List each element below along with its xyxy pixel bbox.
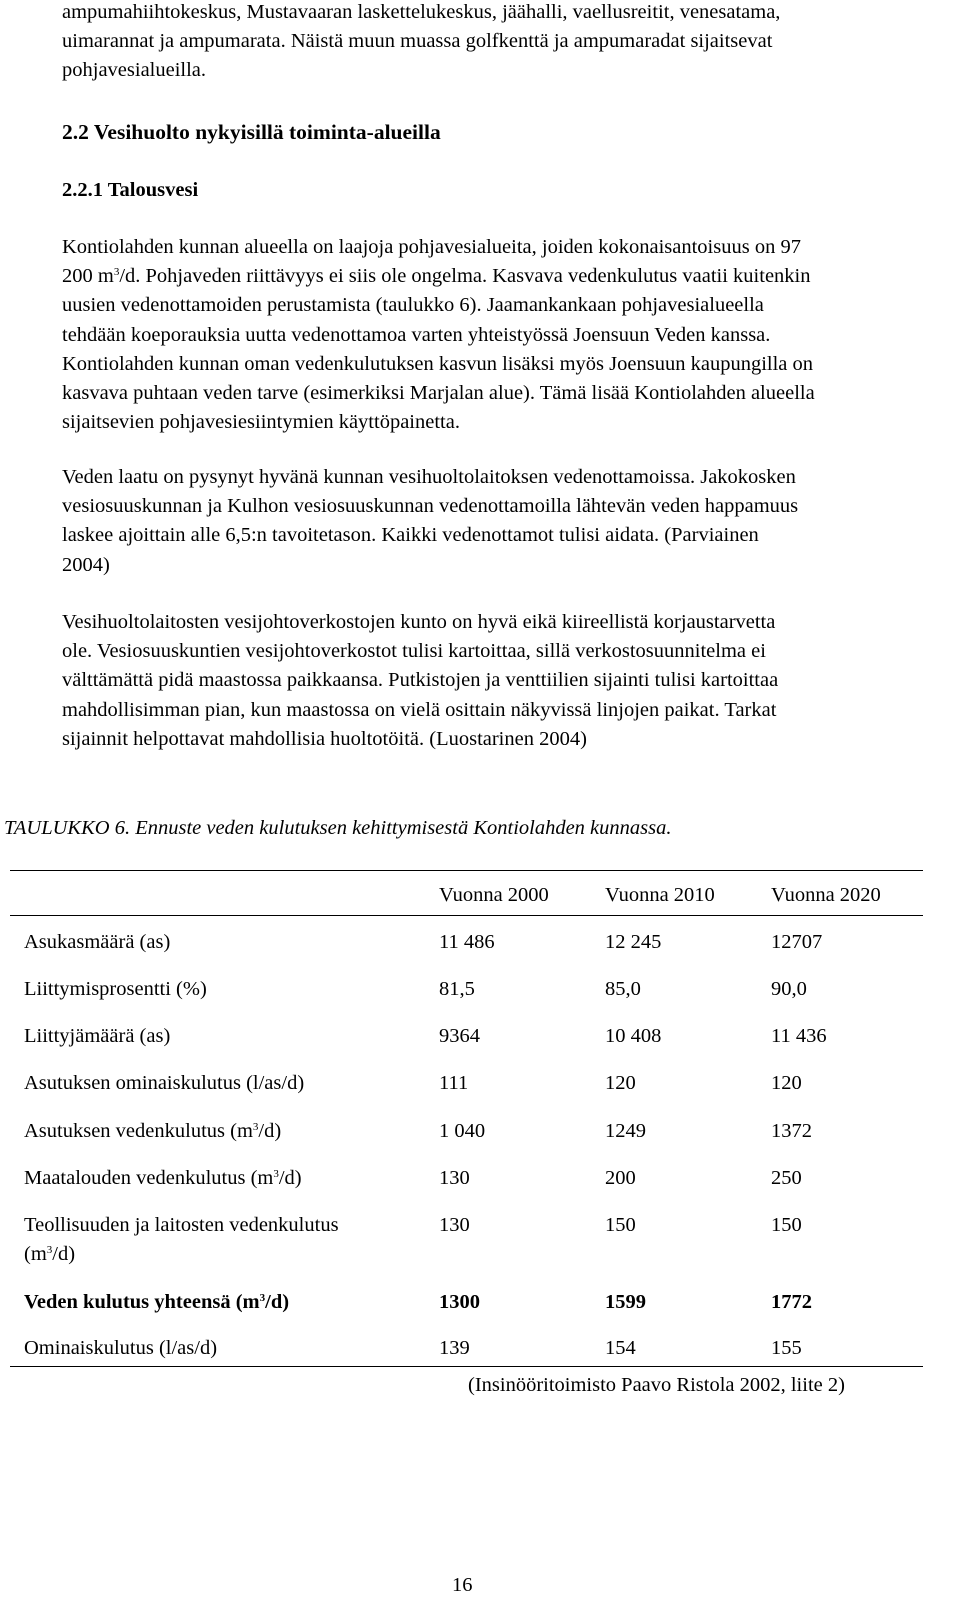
intro-paragraph <box>62 0 932 86</box>
row-label: Liittyjämäärä (as) <box>24 1025 171 1047</box>
row-label: Asukasmäärä (as) <box>24 931 171 953</box>
text-line: sijainnit helpottavat mahdollisia huoltotöitä. (Luostarinen 2004) <box>62 727 587 750</box>
text-line: sijaitsevien pohjavesiesiintymien käyttöpainetta. <box>62 411 460 434</box>
paragraph-water-quality <box>62 463 932 580</box>
row-label: Asutuksen vedenkulutus $(m^3/d)$ <box>24 1120 282 1142</box>
cell-2000: 9364 <box>439 1025 480 1047</box>
text-line: tehdään koeporauksia uutta vedenottamoa varten yhteistyössä Joensuun Veden kanssa. <box>62 323 771 346</box>
cell-2000: 11 486 <box>439 931 495 953</box>
cell-2020: 120 <box>771 1072 802 1094</box>
page-number: 16 <box>452 1574 473 1596</box>
column-header-2010: Vuonna 2010 <box>605 884 715 906</box>
cell-2000: 111 <box>439 1072 469 1094</box>
cell-2010: 150 <box>605 1214 636 1236</box>
text-line: kasvava puhtaan veden tarve (esimerkiksi Marjalan alue). Tämä lisää Kontiolahden alueella <box>62 382 815 405</box>
row-label: Liittymisprosentti (%) <box>24 978 207 1000</box>
subsection-heading: 2.2.1 Talousvesi <box>62 179 199 201</box>
section-heading: 2.2 Vesihuolto nykyisillä toiminta-alueilla <box>62 120 441 144</box>
text-line: uimarannat ja ampumarata. Näistä muun muassa golfkenttä ja ampumaradat sijaitsevat <box>62 30 773 53</box>
text-line: ole. Vesiosuuskuntien vesijohtoverkostot tulisi kartoittaa, sillä verkostosuunnitelma ei <box>62 640 766 663</box>
table-caption: TAULUKKO 6. Ennuste veden kulutuksen kehittymisestä Kontiolahden kunnassa. <box>4 817 672 839</box>
column-header-2000: Vuonna 2000 <box>439 884 549 906</box>
cell-2000: 81,5 <box>439 978 475 1000</box>
text-line: laskee ajoittain alle 6,5:n tavoitetason. Kaikki vedenottamot tulisi aidata. (Parviainen <box>62 524 759 547</box>
text-line: Veden laatu on pysynyt hyvänä kunnan vesihuoltolaitoksen vedenottamoissa. Jakokosken <box>62 466 796 488</box>
text-line: vesiosuuskunnan ja Kulhon vesiosuuskunnan vedenottamoilla lähtevän veden happamuus <box>62 495 799 518</box>
text-line: 200 $m^3/d$. Pohjaveden riittävyys ei siis ole ongelma. Kasvava vedenkulutus vaatii kuitenkin <box>62 265 811 288</box>
text-line: 2004) <box>62 553 110 576</box>
text-line: Vesihuoltolaitosten vesijohtoverkostojen kunto on hyvä eikä kiireellistä korjaustarvetta <box>62 611 776 633</box>
column-header-2020: Vuonna 2020 <box>771 884 881 906</box>
table-top-rule <box>10 870 923 871</box>
text-line: Kontiolahden kunnan alueella on laajoja pohjavesialueita, joiden kokonaisantoisuus on 97 <box>62 236 801 258</box>
paragraph-network-condition <box>62 608 932 754</box>
text-line: uusien vedenottamoiden perustamista (taulukko 6). Jaamankankaan pohjavesialueella <box>62 294 764 317</box>
cell-2020: 1372 <box>771 1120 812 1142</box>
text-line: pohjavesialueilla. <box>62 59 207 82</box>
cell-2000: 130 <box>439 1167 470 1189</box>
cell-2020: 11 436 <box>771 1025 827 1047</box>
text-line: välttämättä pidä maastossa paikkaansa. Putkistojen ja venttiilien sijainti tulisi kartoittaa <box>62 669 779 692</box>
cell-2010: 10 408 <box>605 1025 662 1047</box>
text-line: Kontiolahden kunnan oman vedenkulutuksen kasvun lisäksi myös Joensuun kaupungilla on <box>62 352 814 375</box>
row-label: Teollisuuden ja laitosten vedenkulutus $(m^3/d)$ <box>24 1214 339 1265</box>
cell-2020: 90,0 <box>771 978 807 1000</box>
row-label: Veden kulutus yhteensä $(m^3/d)$ <box>24 1291 290 1313</box>
cell-2010: 1249 <box>605 1120 646 1142</box>
cell-2020: 155 <box>771 1337 802 1359</box>
paragraph-talousvesi <box>62 233 932 437</box>
cell-2020: 12707 <box>771 931 823 953</box>
cell-2000: 1300 <box>439 1291 480 1313</box>
text-line: mahdollisimman pian, kun maastossa on vielä osittain näkyvissä linjojen paikat. Tarkat <box>62 698 777 721</box>
text-line: ampumahiihtokeskus, Mustavaaran laskettelukeskus, jäähalli, vaellusreitit, venesatama, <box>62 1 781 23</box>
cell-2000: 130 <box>439 1214 470 1236</box>
table-header-rule <box>10 915 923 916</box>
cell-2010: 200 <box>605 1167 636 1189</box>
row-label: Asutuksen ominaiskulutus (l/as/d) <box>24 1072 305 1094</box>
table-source: (Insinööritoimisto Paavo Ristola 2002, liite 2) <box>468 1374 845 1396</box>
cell-2020: 250 <box>771 1167 802 1189</box>
cell-2000: 139 <box>439 1337 470 1359</box>
cell-2020: 1772 <box>771 1291 812 1313</box>
row-label: Ominaiskulutus (l/as/d) <box>24 1337 218 1359</box>
cell-2010: 12 245 <box>605 931 662 953</box>
cell-2010: 1599 <box>605 1291 646 1313</box>
cell-2000: 1 040 <box>439 1120 486 1142</box>
cell-2010: 154 <box>605 1337 636 1359</box>
table-bottom-rule <box>10 1366 923 1367</box>
cell-2010: 120 <box>605 1072 636 1094</box>
cell-2020: 150 <box>771 1214 802 1236</box>
cell-2010: 85,0 <box>605 978 641 1000</box>
row-label: Maatalouden vedenkulutus $(m^3/d)$ <box>24 1167 302 1189</box>
